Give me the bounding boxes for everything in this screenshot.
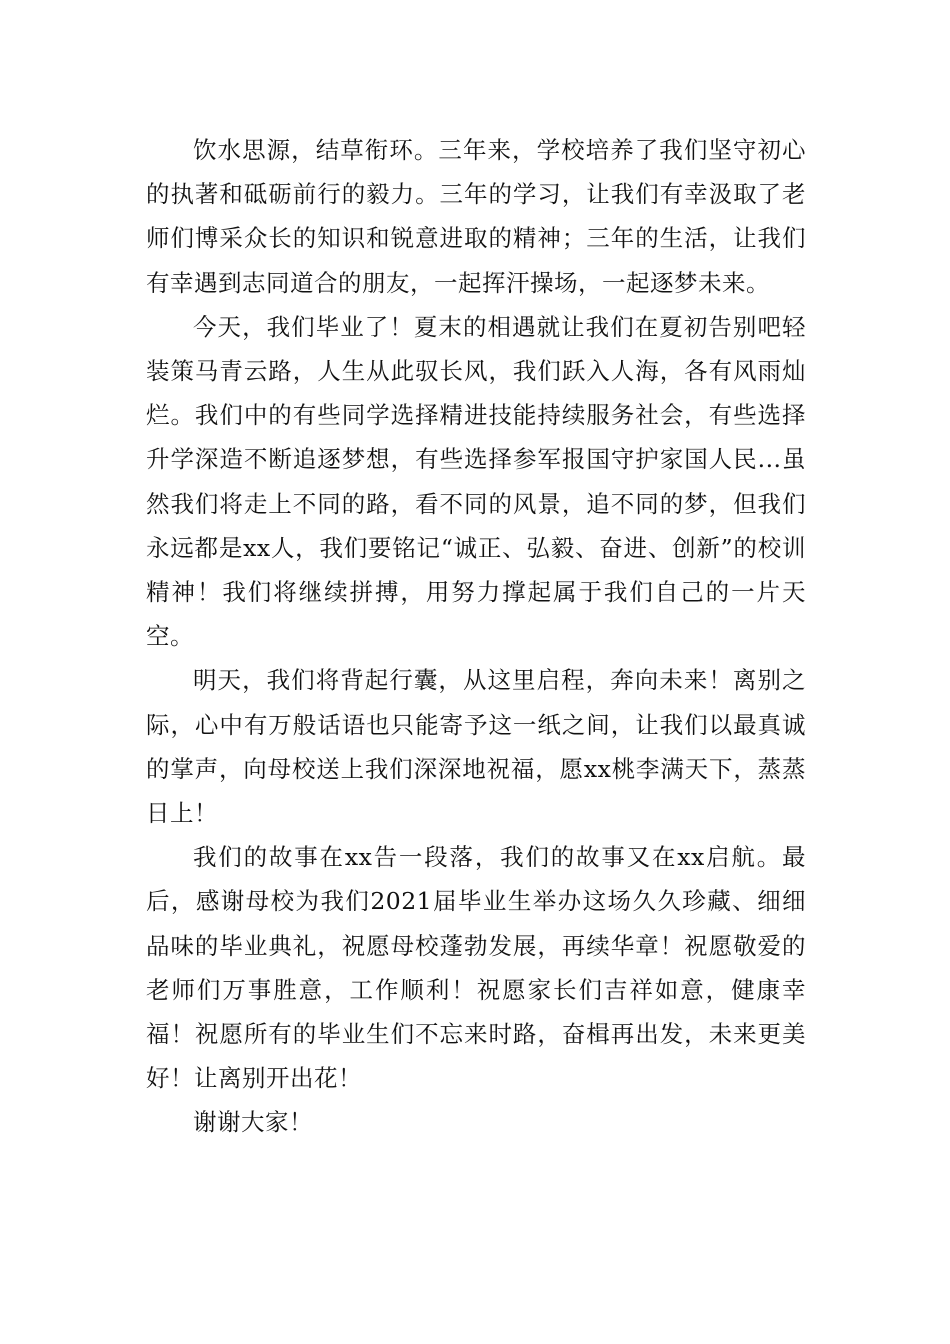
- paragraph-thanks: 谢谢大家！: [193, 1108, 313, 1137]
- paragraph-blessings: 我们的故事在xx告一段落，我们的故事又在xx启航。最后，感谢母校为我们2021届毕业生举办这场久久珍藏、细细品味的毕业典礼，祝愿母校蓬勃发展，再续华章！祝愿敬爱的老师们万事胜意，工作顺利！祝愿家长们吉祥如意，健康幸福！祝愿所有的毕业生们不忘来时路，奋楫再出发，未来更美好！让离别开出花！: [146, 843, 806, 1093]
- paragraph-farewell: 明天，我们将背起行囊，从这里启程，奔向未来！离别之际，心中有万般话语也只能寄予这一纸之间，让我们以最真诚的掌声，向母校送上我们深深地祝福，愿xx桃李满天下，蒸蒸日上！: [146, 666, 806, 828]
- paragraph-graduation: 今天，我们毕业了！夏末的相遇就让我们在夏初告别吧轻装策马青云路，人生从此驭长风，我们跃入人海，各有风雨灿烂。我们中的有些同学选择精进技能持续服务社会，有些选择升学深造不断追逐梦想，有些选择参军报国守护家国人民...虽然我们将走上不同的路，看不同的风景，追不同的梦，但我们永远都是xx人，我们要铭记“诚正、弘毅、奋进、创新”的校训精神！我们将继续拼搏，用努力撑起属于我们自己的一片天空。: [146, 312, 806, 651]
- paragraph-gratitude: 饮水思源，结草衔环。三年来，学校培养了我们坚守初心的执著和砥砺前行的毅力。三年的学习，让我们有幸汲取了老师们博采众长的知识和锐意进取的精神；三年的生活，让我们有幸遇到志同道合的朋友，一起挥汗操场，一起逐梦未来。: [146, 136, 806, 297]
- document-body: [146, 128, 806, 1145]
